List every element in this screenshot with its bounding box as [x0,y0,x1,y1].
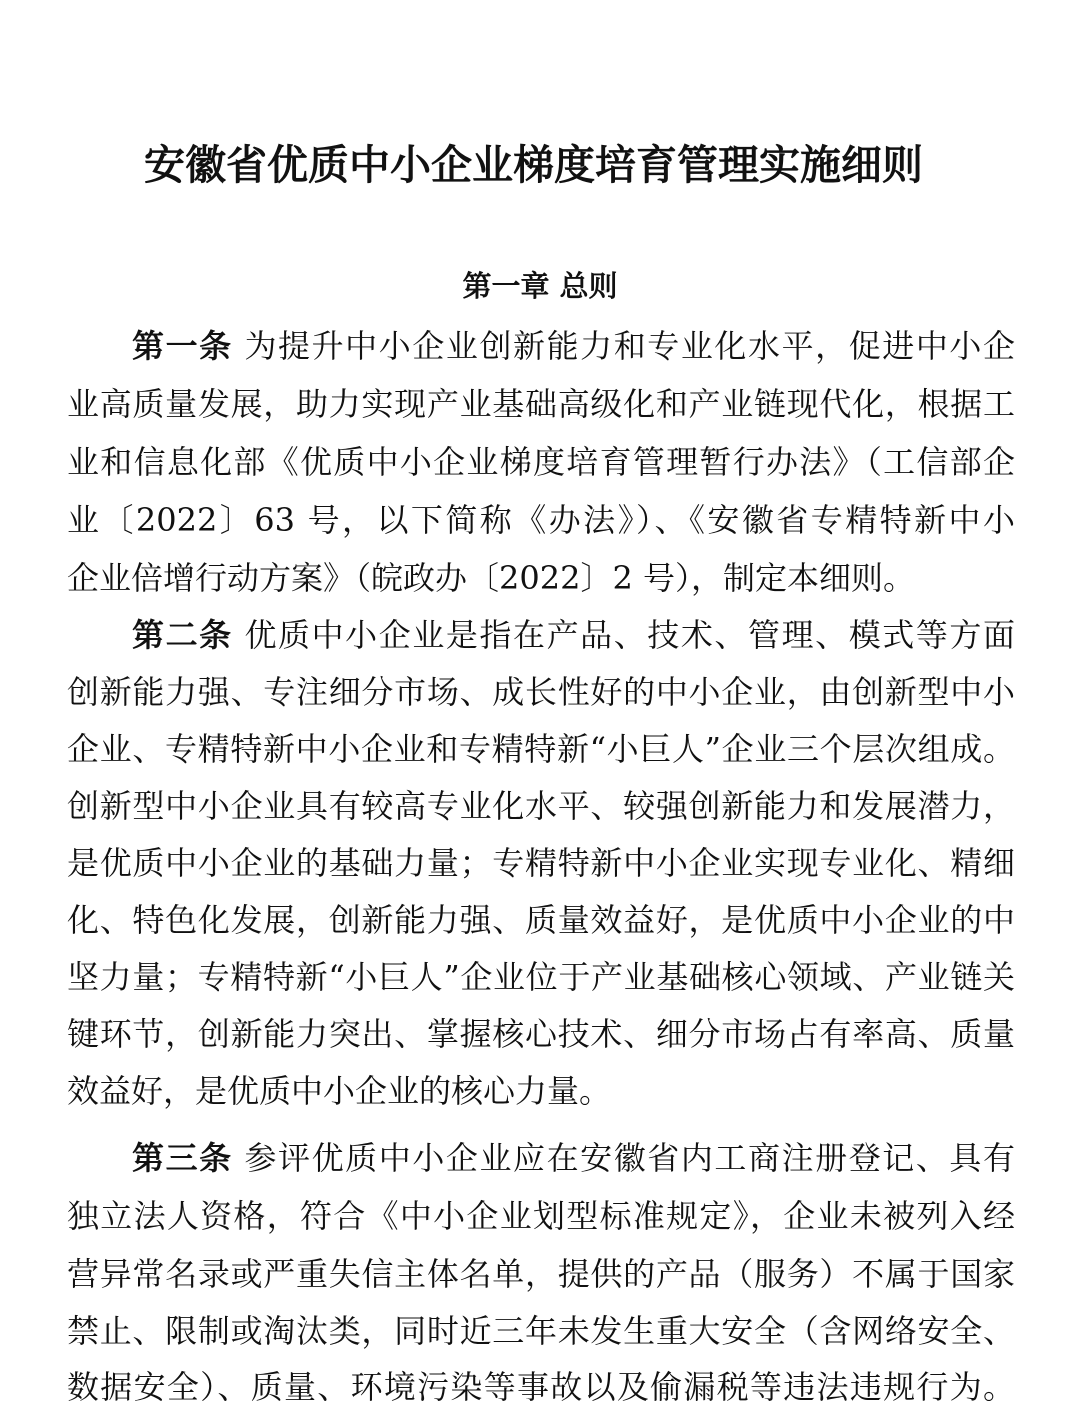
document-title: 安徽省优质中小企业梯度培育管理实施细则 [144,141,923,189]
article-1-line: 业〔2022〕63 号，以下简称《办法》）、《安徽省专精特新中小 [67,501,1015,539]
article-3-label: 第三条 [132,1139,233,1177]
article-1-line: 业高质量发展，助力实现产业基础高级化和产业链现代化，根据工 [67,385,1015,423]
article-2-line: 创新型中小企业具有较高专业化水平、较强创新能力和发展潜力， [67,787,1015,825]
article-2-line: 键环节，创新能力突出、掌握核心技术、细分市场占有率高、质量 [67,1015,1015,1053]
article-1-line: 业和信息化部《优质中小企业梯度培育管理暂行办法》（工信部企 [67,443,1015,481]
article-2-text: 优质中小企业是指在产品、技术、管理、模式等方面 [244,616,1015,654]
article-3-line: 独立法人资格，符合《中小企业划型标准规定》，企业未被列入经 [67,1197,1015,1235]
article-3-text: 参评优质中小企业应在安徽省内工商注册登记、具有 [244,1139,1015,1177]
article-2-line: 创新能力强、专注细分市场、成长性好的中小企业，由创新型中小 [67,673,1015,711]
article-1-label: 第一条 [132,327,233,365]
chapter-heading: 第一章 总则 [462,269,618,303]
article-3-line: 数据安全）、质量、环境污染等事故以及偷漏税等违法违规行为。 [67,1368,1015,1406]
article-3-line: 禁止、限制或淘汰类，同时近三年未发生重大安全（含网络安全、 [67,1312,1015,1350]
article-2-line: 化、特色化发展，创新能力强、质量效益好，是优质中小企业的中 [67,901,1015,939]
article-3-first-line [132,1130,1015,1186]
article-2-line: 企业、专精特新中小企业和专精特新“小巨人”企业三个层次组成。 [67,730,1015,768]
article-2-first-line [132,607,1015,663]
article-2-line: 坚力量；专精特新“小巨人”企业位于产业基础核心领域、产业链关 [67,958,1015,996]
article-2-label: 第二条 [132,616,233,654]
article-1-first-line [132,318,1015,374]
article-1-line: 企业倍增行动方案》（皖政办〔2022〕2 号），制定本细则。 [67,559,915,597]
article-2-line: 是优质中小企业的基础力量；专精特新中小企业实现专业化、精细 [67,844,1015,882]
article-1-text: 为提升中小企业创新能力和专业化水平，促进中小企 [244,327,1015,365]
article-2-line: 效益好，是优质中小企业的核心力量。 [67,1072,612,1110]
article-3-line: 营异常名录或严重失信主体名单，提供的产品（服务）不属于国家 [67,1255,1015,1293]
